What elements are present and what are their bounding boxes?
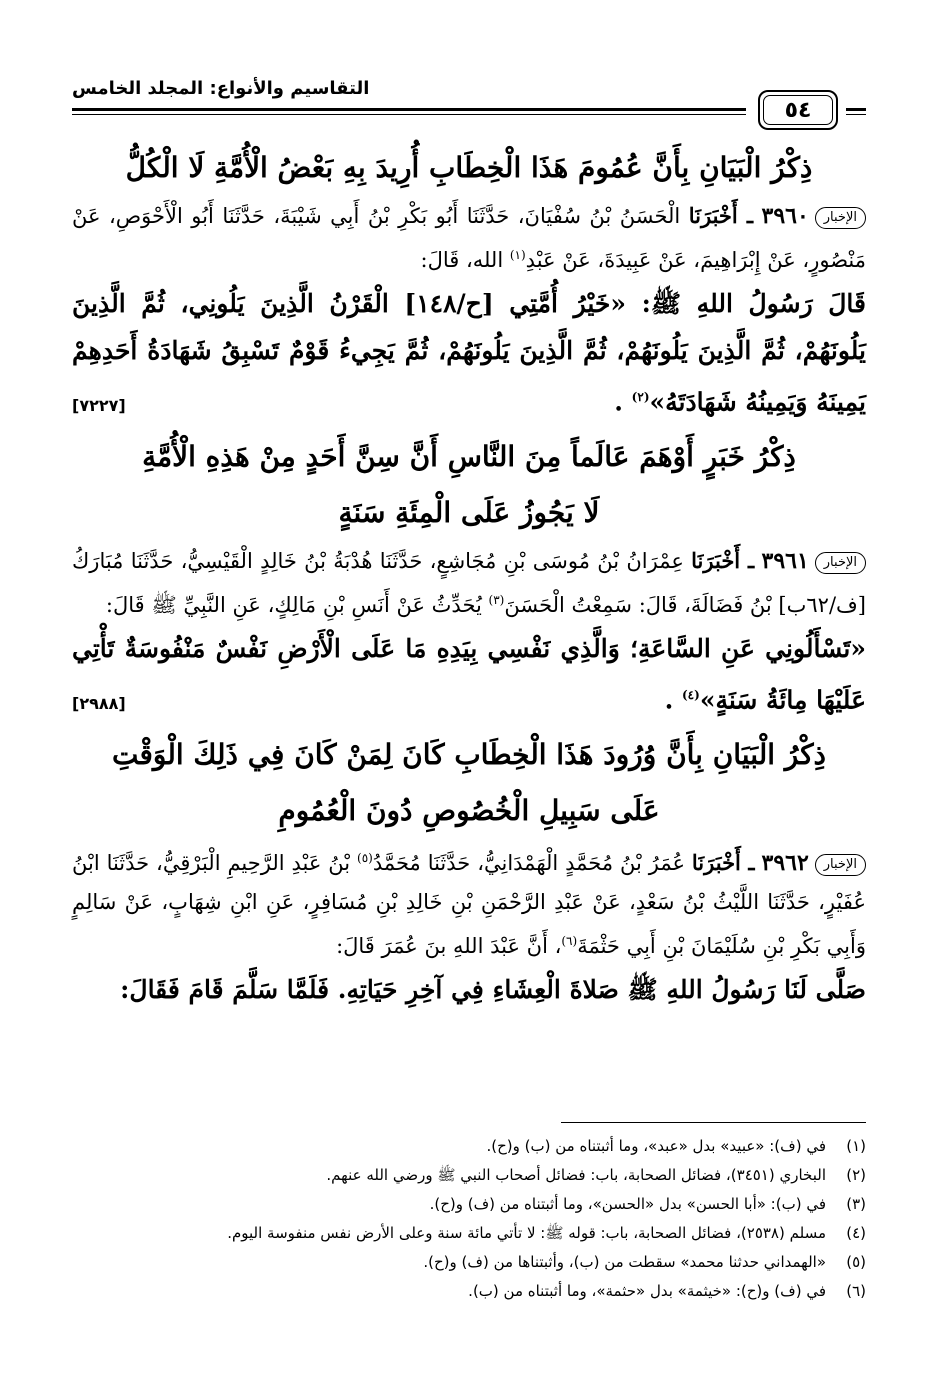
isnad-text: عُمَرُ بْنُ مُحَمَّدٍ الْهَمْدَانِيُّ، حَدَّثَنَا مُحَمَّدُ	[372, 851, 692, 875]
footnote-item	[72, 1248, 866, 1277]
footnote-marker: (١)	[509, 248, 526, 262]
isnad-text-cont: بْنُ عَبْدِ الرَّحِيمِ الْبَرْقِيُّ، حَدَّثَنَا ابْنُ عُفَيْرٍ، حَدَّثَنَا اللَّيْثُ بْنُ سَعْدٍ، عَنْ عَبْدِ الرَّحْمَنِ بْنِ خَالِدِ بْنِ مُسَافِرٍ، عَنِ ابْنِ شِهَابٍ، عَنْ سَالِمٍ وَأَبِي بَكْرِ بْنِ سُلَيْمَانَ بْنِ أَبِي حَثْمَةَ	[72, 851, 866, 958]
isnad-text-end: الله، قَالَ:	[420, 248, 510, 272]
footnote-number: (٤)	[846, 1224, 866, 1242]
footnote-item	[72, 1190, 866, 1219]
isnad-text-end: يُحَدِّثُ عَنْ أَنَسِ بْنِ مَالِكٍ، عَنِ النَّبِيِّ ﷺ قَالَ:	[105, 593, 489, 617]
isnad-text: الْحَسَنُ بْنُ سُفْيَانَ، حَدَّثَنَا أَبُو بَكْرِ بْنُ أَبِي شَيْبَةَ، حَدَّثَنَا أَبُو الْأَحْوَصِ، عَنْ مَنْصُورٍ، عَنْ إِبْرَاهِيمَ، عَنْ عَبِيدَةَ، عَنْ عَبْدِ	[72, 204, 866, 272]
heading-line-1: ذِكْرُ خَبَرٍ أَوْهَمَ عَالَماً مِنَ النَّاسِ أَنَّ سِنَّ أَحَدٍ مِنْ هَذِهِ الْأُمَّةِ	[142, 440, 796, 473]
page-number-badge	[758, 90, 838, 130]
footnote-number: (٥)	[846, 1253, 866, 1271]
akhbarana-label: ـ أَخْبَرَنَا	[691, 548, 755, 573]
akhbarana-label: ـ أَخْبَرَنَا	[691, 850, 755, 875]
section-heading	[72, 727, 866, 839]
footnote-text: في (ب): «أبا الحسن» بدل «الحسن»، وما أثبتناه من (ف) و(ح).	[429, 1195, 826, 1213]
page-content	[72, 140, 866, 1013]
footnote-separator	[561, 1122, 866, 1123]
footnote-marker: (٢)	[631, 390, 650, 404]
hadith-isnad	[72, 839, 866, 966]
ikhbar-ornament-icon: الإخبار	[815, 207, 866, 229]
running-title: التقاسيم والأنواع: المجلد الخامس	[72, 78, 370, 99]
hadith-isnad	[72, 196, 866, 280]
section-heading: ذِكْرُ الْبَيَانِ بِأَنَّ عُمُومَ هَذَا الْخِطَابِ أُرِيدَ بِهِ بَعْضُ الْأُمَّةِ لَا الْكُلُّ	[125, 151, 813, 184]
heading-line-2: لَا يَجُوزُ عَلَى الْمِئَةِ سَنَةٍ	[338, 496, 600, 529]
header-rule	[72, 108, 746, 111]
heading-line-2: عَلَى سَبِيلِ الْخُصُوصِ دُونَ الْعُمُومِ	[278, 794, 660, 827]
footnote-number: (٢)	[846, 1166, 866, 1184]
hadith-matn: «تَسْأَلُونِي عَنِ السَّاعَةِ؛ وَالَّذِي نَفْسِي بِيَدِهِ مَا عَلَى الْأَرْضِ نَفْسٌ مَنْفُوسَةٌ تَأْتِي عَلَيْهَا مِائَةُ سَنَةٍ»$^{(٤)}$ . [٢٩٨٨]	[72, 625, 866, 723]
hadith-reference: [٢٩٨٨]	[72, 694, 126, 713]
header-rule-thin	[72, 114, 746, 115]
hadith-number: ٣٩٦٢	[761, 850, 809, 876]
footnote-marker: (٦)	[561, 934, 578, 948]
matn-text: «تَسْأَلُونِي عَنِ السَّاعَةِ؛ وَالَّذِي نَفْسِي بِيَدِهِ مَا عَلَى الْأَرْضِ نَفْسٌ مَنْفُوسَةٌ تَأْتِي عَلَيْهَا مِائَةُ سَنَةٍ»	[72, 634, 866, 715]
footnote-number: (٦)	[846, 1282, 866, 1300]
matn-text: قَالَ رَسُولُ اللهِ ﷺ: «خَيْرُ أُمَّتِي [ح/١٤٨] الْقَرْنُ الَّذِينَ يَلُونِي، ثُمَّ الَّذِينَ يَلُونَهُمْ، ثُمَّ الَّذِينَ يَلُونَهُمْ، ثُمَّ الَّذِينَ يَلُونَهُمْ، ثُمَّ يَجِيءُ قَوْمٌ تَسْبِقُ شَهَادَةُ أَحَدِهِمْ يَمِينَهُ وَيَمِينُهُ شَهَادَتَهُ»	[72, 289, 866, 417]
hadith-matn: صَلَّى لَنَا رَسُولُ اللهِ ﷺ صَلاةَ الْعِشَاءِ فِي آخِرِ حَيَاتِهِ. فَلَمَّا سَلَّمَ قَامَ فَقَالَ:	[120, 975, 866, 1004]
section-heading	[72, 429, 866, 541]
footnote-text: مسلم (٢٥٣٨)، فضائل الصحابة، باب: قوله ﷺ: لا تأتي مائة سنة وعلى الأرض نفس منفوسة اليوم.	[227, 1224, 826, 1242]
heading-line-1: ذِكْرُ الْبَيَانِ بِأَنَّ وُرُودَ هَذَا الْخِطَابِ كَانَ لِمَنْ كَانَ فِي ذَلِكَ الْوَقْتِ	[111, 738, 827, 771]
page-header	[72, 78, 866, 128]
footnote-text: في (ف) و(ح): «خيثمة» بدل «حثمة»، وما أثبتناه من (ب).	[468, 1282, 826, 1300]
hadith-reference: [٧٢٢٧]	[72, 396, 126, 415]
ikhbar-ornament-icon: الإخبار	[815, 854, 866, 876]
ikhbar-ornament-icon: الإخبار	[815, 552, 866, 574]
page-number: ٥٤	[784, 97, 812, 123]
footnote-item	[72, 1161, 866, 1190]
footnote-text: البخاري (٣٤٥١)، فضائل الصحابة، باب: فضائل أصحاب النبي ﷺ ورضي الله عنهم.	[326, 1166, 826, 1184]
footnote-marker: (٥)	[357, 851, 373, 865]
akhbarana-label: ـ أَخْبَرَنَا	[688, 203, 753, 228]
footnote-item	[72, 1132, 866, 1161]
isnad-text: عِمْرَانُ بْنُ مُوسَى بْنِ مُجَاشِعٍ، حَدَّثَنَا هُدْبَةُ بْنُ خَالِدٍ الْقَيْسِيُّ، حَدَّثَنَا مُبَارَكُ [ف/٦٢ب] بْنُ فَضَالَةَ، قَالَ: سَمِعْتُ الْحَسَنَ	[72, 549, 866, 617]
footnote-text: في (ف): «عبيد» بدل «عبد»، وما أثبتناه من (ب) و(ح).	[486, 1137, 826, 1155]
footnote-marker: (٣)	[488, 593, 505, 607]
footnote-item	[72, 1219, 866, 1248]
footnote-marker: (٤)	[681, 688, 700, 702]
footnotes	[72, 1132, 866, 1306]
hadith-number: ٣٩٦١	[761, 548, 809, 574]
footnote-text: «الهمداني حدثنا محمد» سقطت من (ب)، وأثبتناها من (ف) و(ح).	[423, 1253, 826, 1271]
header-rule-right-thin	[846, 114, 866, 115]
hadith-number: ٣٩٦٠	[761, 203, 809, 229]
hadith-isnad	[72, 541, 866, 625]
header-rule-right	[846, 108, 866, 111]
footnote-number: (١)	[846, 1137, 866, 1155]
footnote-item	[72, 1277, 866, 1306]
footnote-number: (٣)	[846, 1195, 866, 1213]
book-page	[72, 0, 866, 1376]
hadith-matn: قَالَ رَسُولُ اللهِ ﷺ: «خَيْرُ أُمَّتِي [ح/١٤٨] الْقَرْنُ الَّذِينَ يَلُونِي، ثُمَّ الَّذِينَ يَلُونَهُمْ، ثُمَّ الَّذِينَ يَلُونَهُمْ، ثُمَّ الَّذِينَ يَلُونَهُمْ، ثُمَّ يَجِيءُ قَوْمٌ تَسْبِقُ شَهَادَةُ أَحَدِهِمْ يَمِينَهُ وَيَمِينُهُ شَهَادَتَهُ»$^{(٢)}$ . [٧٢٢٧]	[72, 280, 866, 425]
isnad-text-end: ، أَنَّ عَبْدَ اللهِ بنَ عُمَرَ قَالَ:	[336, 934, 562, 958]
